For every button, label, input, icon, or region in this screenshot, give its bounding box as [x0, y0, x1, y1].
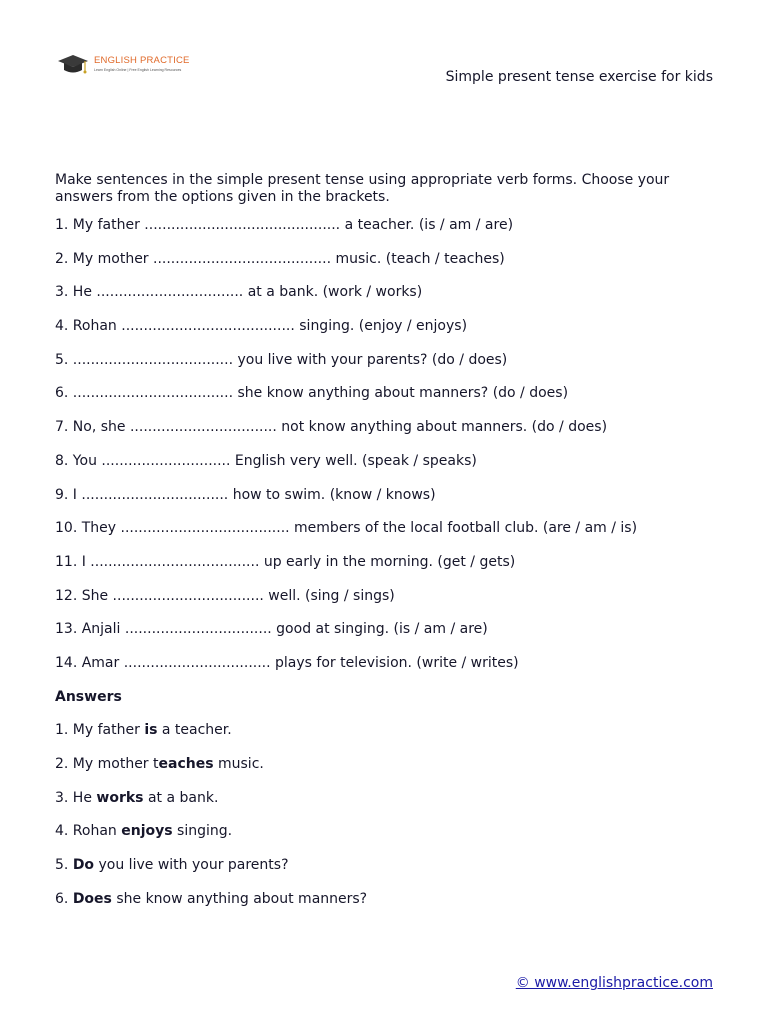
- logo-tagline: Learn English Online | Free English Learning Resources: [94, 68, 182, 72]
- question-item: 13. Anjali ................................. good at singing. (is / am / are): [55, 621, 488, 638]
- worksheet-content: [55, 172, 715, 924]
- question-item: 4. Rohan ....................................... singing. (enjoy / enjoys): [55, 318, 468, 335]
- answer-verb: eaches: [158, 756, 214, 772]
- answer-verb: is: [144, 722, 158, 739]
- question-item: 11. I ...................................... up early in the morning. (get / gets): [55, 553, 516, 570]
- answer-item: [55, 823, 715, 857]
- question-item: 5. .................................... you live with your parents? (do / does): [55, 351, 508, 368]
- document-title: Simple present tense exercise for kids: [445, 69, 713, 85]
- question-list: [55, 217, 715, 689]
- answer-text: 3. He: [55, 789, 97, 806]
- answer-list: [55, 722, 715, 924]
- graduation-cap-icon: [56, 52, 90, 78]
- logo-name: ENGLISH PRACTICE: [94, 55, 190, 66]
- answer-text: 6.: [55, 890, 73, 907]
- question-item: 10. They ...................................... members of the local football club. (are / am / is): [55, 520, 638, 537]
- website-link[interactable]: © www.englishpractice.com: [515, 975, 713, 991]
- instructions: Make sentences in the simple present tense using appropriate verb forms. Choose your answers from the options given in the brackets.: [55, 172, 670, 205]
- answer-item: [55, 891, 715, 925]
- answer-item: [55, 790, 715, 824]
- answer-text: 4. Rohan: [55, 823, 122, 840]
- answer-verb: Do: [72, 857, 95, 874]
- answer-text: a teacher.: [157, 722, 232, 739]
- answer-text: singing.: [172, 823, 233, 840]
- answer-text: music.: [213, 756, 264, 772]
- question-item: 8. You ............................. English very well. (speak / speaks): [55, 452, 477, 469]
- question-item: 12. She .................................. well. (sing / sings): [55, 587, 395, 604]
- answer-verb: works: [96, 789, 144, 806]
- answer-text: 5.: [55, 857, 73, 874]
- question-item: 3. He ................................. at a bank. (work / works): [55, 284, 423, 301]
- answer-text: 2. My mother t: [55, 756, 159, 772]
- answer-verb: Does: [72, 890, 112, 907]
- answers-heading: Answers: [55, 688, 122, 705]
- answer-text: you live with your parents?: [94, 857, 289, 874]
- answer-item: [55, 857, 715, 891]
- answer-text: 1. My father: [55, 722, 145, 739]
- answer-text: she know anything about manners?: [111, 890, 368, 907]
- site-logo: [56, 52, 190, 78]
- question-item: 14. Amar ................................. plays for television. (write / writes): [55, 654, 519, 671]
- question-item: 9. I ................................. how to swim. (know / knows): [55, 486, 436, 503]
- question-item: 1. My father ............................................ a teacher. (is / am / are): [55, 217, 514, 233]
- question-item: 6. .................................... she know anything about manners? (do / does): [55, 385, 569, 402]
- question-item: 7. No, she ................................. not know anything about manners. (do / does): [55, 419, 608, 436]
- answer-item: [55, 756, 715, 790]
- answer-text: at a bank.: [143, 789, 219, 806]
- question-item: 2. My mother ........................................ music. (teach / teaches): [55, 250, 505, 267]
- answer-verb: enjoys: [121, 823, 173, 840]
- answer-item: [55, 722, 715, 756]
